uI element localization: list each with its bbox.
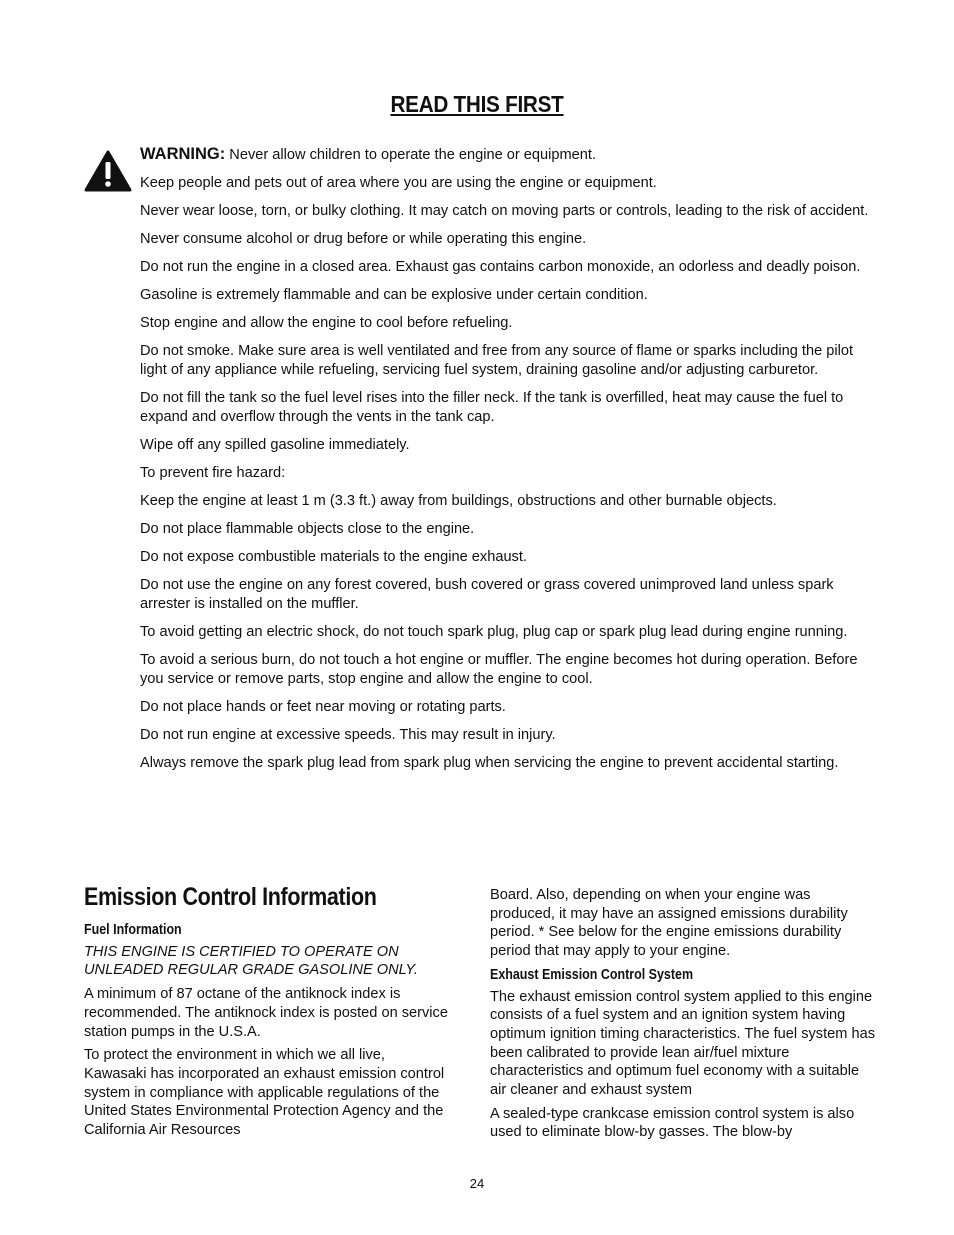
warning-item: Do not run the engine in a closed area. Exhaust gas contains carbon monoxide, an odorless and deadly poison. (140, 259, 861, 275)
warning-item: Do not run engine at excessive speeds. This may result in injury. (140, 727, 556, 743)
warning-item: To avoid a serious burn, do not touch a hot engine or muffler. The engine becomes hot during operation. Before you service or remove parts, stop engine and allow the engine to cool. (140, 652, 858, 687)
fuel-paragraph: A minimum of 87 octane of the antiknock index is recommended. The antiknock index is posted on service station pumps in the U.S.A. (84, 986, 448, 1040)
exhaust-heading: Exhaust Emission Control System (490, 966, 694, 983)
warning-item: Never consume alcohol or drug before or while operating this engine. (140, 231, 587, 247)
warning-item: Stop engine and allow the engine to cool before refueling. (140, 315, 513, 331)
warning-item: Keep people and pets out of area where you are using the engine or equipment. (140, 175, 657, 191)
warning-label: WARNING: (140, 145, 226, 163)
section-heading-emission: Emission Control Information (84, 883, 377, 911)
emission-left-column (84, 921, 449, 1145)
warning-list (140, 145, 875, 782)
warning-item: Do not use the engine on any forest covered, bush covered or grass covered unimproved land unless spark arrester is installed on the muffler. (140, 577, 834, 612)
warning-item: Do not smoke. Make sure area is well ventilated and free from any source of flame or sparks including the pilot light of any appliance while refueling, servicing fuel system, draining gasoline and/or adjusting carburetor. (140, 343, 854, 378)
warning-item: Gasoline is extremely flammable and can be explosive under certain condition. (140, 287, 648, 303)
fuel-paragraph: To protect the environment in which we all live, Kawasaki has incorporated an exhaust emission control system in compliance with applicable regulations of the United States Environmental Protection Agency and the California Air Resources (84, 1047, 445, 1139)
warning-item: Do not expose combustible materials to the engine exhaust. (140, 549, 527, 565)
fuel-note: THIS ENGINE IS CERTIFIED TO OPERATE ON UNLEADED REGULAR GRADE GASOLINE ONLY. (84, 943, 418, 979)
page-number: 24 (469, 1176, 485, 1191)
warning-item: Keep the engine at least 1 m (3.3 ft.) away from buildings, obstructions and other burnable objects. (140, 493, 777, 509)
warning-item: Do not place hands or feet near moving or rotating parts. (140, 699, 506, 715)
warning-item (140, 145, 875, 165)
warning-item: Never wear loose, torn, or bulky clothing. It may catch on moving parts or controls, leading to the risk of accident. (140, 203, 869, 219)
emission-right-column (490, 886, 875, 1147)
page-title: READ THIS FIRST (390, 91, 564, 118)
warning-item: To prevent fire hazard: (140, 465, 286, 481)
warning-item: To avoid getting an electric shock, do not touch spark plug, plug cap or spark plug lead during engine running. (140, 624, 848, 640)
exhaust-paragraph: A sealed-type crankcase emission control system is also used to eliminate blow-by gasses. The blow-by (490, 1105, 855, 1141)
warning-first-line: Never allow children to operate the engine or equipment. (225, 147, 596, 163)
exhaust-paragraph: The exhaust emission control system applied to this engine consists of a fuel system and an ignition system having optimum ignition timing characteristics. The fuel system has been calibrated to provide lean air/fuel mixture characteristics and optimum fuel economy with a suitable air cleaner and exhaust system (490, 988, 875, 1099)
warning-item: Always remove the spark plug lead from spark plug when servicing the engine to prevent accidental starting. (140, 755, 839, 771)
warning-triangle-icon (84, 150, 132, 192)
emission-paragraph: Board. Also, depending on when your engine was produced, it may have an assigned emissions durability period. * See below for the engine emissions durability period that may apply to your engine. (490, 887, 848, 960)
warning-item: Wipe off any spilled gasoline immediately. (140, 437, 410, 453)
warning-item: Do not place flammable objects close to the engine. (140, 521, 475, 537)
warning-item: Do not fill the tank so the fuel level rises into the filler neck. If the tank is overfilled, heat may cause the fuel to expand and overflow through the vents in the tank cap. (140, 390, 844, 425)
fuel-info-heading: Fuel Information (84, 922, 182, 938)
